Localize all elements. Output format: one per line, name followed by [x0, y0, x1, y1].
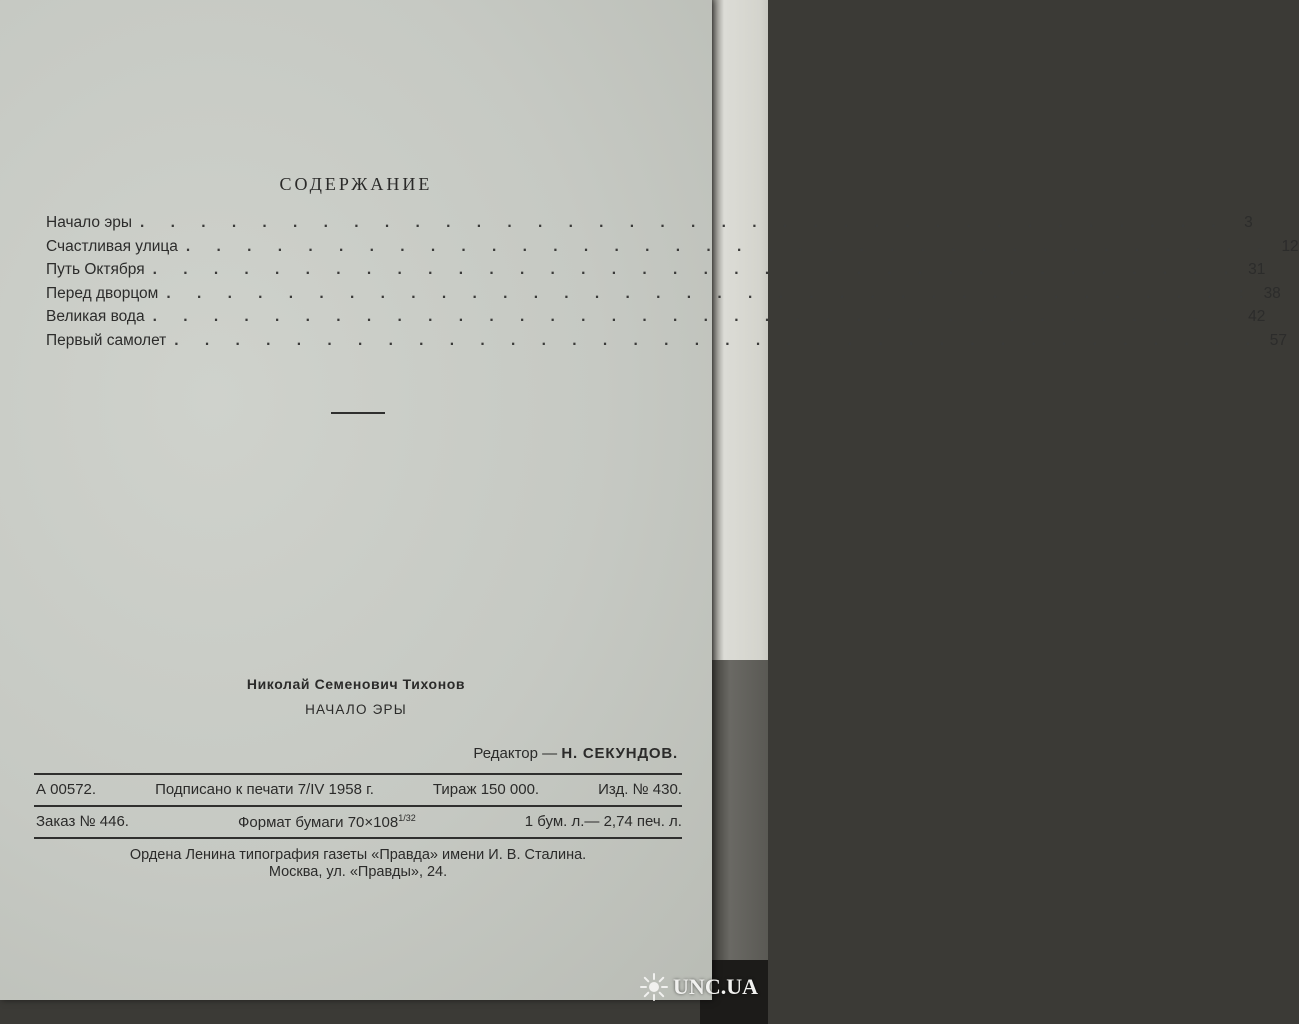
site-watermark [639, 972, 758, 1002]
toc-entry [46, 284, 1281, 309]
toc-entry-title: Великая вода [46, 308, 145, 325]
toc-entry-page: 57 [1269, 331, 1288, 349]
toc-entry-title: Путь Октября [46, 261, 145, 278]
toc-entry [46, 214, 1253, 238]
publisher-number: Изд. № 430. [598, 781, 682, 798]
order-number: Заказ № 446. [36, 813, 129, 830]
author-name: Николай Семенович Тихонов [246, 676, 466, 692]
toc-entry-title: Первый самолет [46, 331, 167, 349]
paper-format-fraction: 1/32 [398, 813, 416, 823]
sunburst-logo-icon [639, 972, 669, 1002]
editor-credit [473, 745, 678, 762]
imprint-line-2 [36, 813, 682, 831]
toc-entry-page: 38 [1263, 284, 1281, 302]
table-of-contents [46, 214, 1299, 355]
toc-entry [46, 237, 1299, 262]
section-divider [331, 412, 385, 414]
paper-format [238, 813, 416, 831]
toc-leader-dots: . . . . . . . . . . . . . . . . . . . . . . . . . . . . . . . . . . . . [139, 214, 1227, 231]
print-run: Тираж 150 000. [432, 781, 540, 798]
toc-entry-page: 3 [1244, 214, 1253, 231]
editor-label: Редактор — [473, 745, 558, 762]
contents-heading: СОДЕРЖАНИЕ [279, 174, 433, 194]
toc-leader-dots: . . . . . . . . . . . . . . . . . . . . . . . . . . . . . . . . . . . . [152, 261, 1240, 278]
editor-name: Н. СЕКУНДОВ. [561, 745, 678, 762]
sheet-count: 1 бум. л.— 2,74 печ. л. [524, 813, 682, 830]
imprint-top-rule [34, 773, 682, 775]
toc-leader-dots: . . . . . . . . . . . . . . . . . . . . . . . . . . . . . . . . . . : : [166, 284, 1255, 302]
toc-entry-title: Счастливая улица [46, 237, 178, 255]
toc-entry [46, 261, 1266, 285]
publication-code: А 00572. [36, 781, 97, 798]
printer-address: Москва, ул. «Правды», 24. [268, 864, 448, 880]
signed-for-print: Подписано к печати 7/IV 1958 г. [155, 781, 374, 798]
book-title: НАЧАЛО ЭРЫ [305, 702, 407, 717]
printer-name: Ордена Ленина типография газеты «Правда» имени И. В. Сталина. [129, 847, 587, 863]
toc-entry [46, 331, 1288, 356]
toc-entry-page: 12 [1281, 237, 1299, 255]
imprint-line-1 [36, 781, 682, 798]
toc-leader-dots: . . . . . . . . . . . . . . . . . . . . . . . . . . . . . . . . . . . . [152, 308, 1240, 325]
toc-entry-title: Перед дворцом [46, 284, 159, 302]
watermark-text: UNC.UA [673, 974, 758, 999]
toc-entry [46, 308, 1266, 332]
toc-entry-page: 42 [1248, 308, 1266, 325]
paper-format-label: Формат бумаги 70×108 [237, 814, 399, 831]
toc-entry-page: 31 [1248, 261, 1266, 278]
toc-leader-dots: . . . . . . . . . . . . . . . . . . . . . . . . . . . . . . . . . . . . [185, 237, 1273, 255]
toc-leader-dots: . . . . . . . . . . . . . . . . . . . . . . . . . . . . . . . . . . . . [174, 331, 1262, 349]
imprint-middle-rule [34, 805, 682, 807]
imprint-bottom-rule [34, 837, 682, 839]
toc-entry-title: Начало эры [46, 214, 132, 231]
